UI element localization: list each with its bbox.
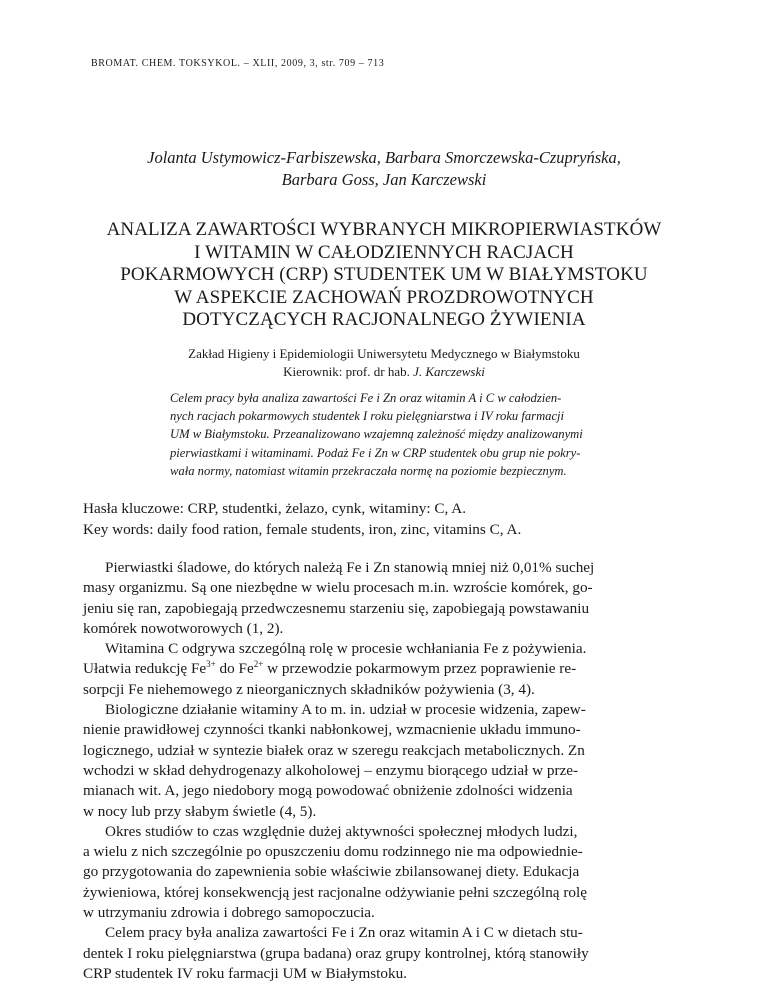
- body-line: wchodzi w skład dehydrogenazy alkoholowej – enzymu biorącego udział w prze-: [83, 761, 579, 779]
- abstract-line: wała normy, natomiast witamin przekraczała normę na poziomie bezpiecznym.: [170, 463, 567, 478]
- ion-charge-superscript: 3+: [206, 659, 216, 670]
- body-line: Biologiczne działanie witaminy A to m. in. udział w procesie widzenia, zapew-: [105, 701, 586, 719]
- body-line: logicznego, udział w syntezie białek oraz w szeregu reakcjach metabolicznych. Zn: [83, 741, 585, 759]
- body-line: komórek nowotworowych (1, 2).: [83, 619, 284, 637]
- body-line: w nocy lub przy słabym świetle (4, 5).: [83, 802, 317, 820]
- body-line: sorpcji Fe niehemowego z nieorganicznych składników pożywienia (3, 4).: [83, 680, 535, 698]
- text-run: do Fe: [215, 660, 254, 678]
- title-line: POKARMOWYCH (CRP) STUDENTEK UM W BIAŁYMSTOKU: [120, 264, 648, 286]
- body-line: żywieniowa, której konsekwencją jest racjonalne odżywianie pełni szczególną rolę: [83, 883, 587, 901]
- keywords-polish: Hasła kluczowe: CRP, studentki, żelazo, cynk, witaminy: C, A.: [83, 500, 467, 517]
- title-line: W ASPEKCIE ZACHOWAŃ PROZDROWOTNYCH: [174, 286, 594, 308]
- body-line: Witamina C odgrywa szczególną rolę w procesie wchłaniania Fe z pożywienia.: [105, 640, 587, 658]
- paragraph-1: [83, 558, 689, 639]
- text-run: Ułatwia redukcję Fe: [83, 660, 207, 678]
- abstract-line: UM w Białymstoku. Przeanalizowano wzajemną zależność między analizowanymi: [170, 427, 583, 442]
- body-line: a wielu z nich szczególnie po opuszczeniu domu rodzinnego nie ma odpowiednie-: [83, 843, 583, 861]
- body-text: [83, 558, 689, 984]
- body-line: masy organizmu. Są one niezbędne w wielu procesach m.in. wzroście komórek, go-: [83, 579, 593, 597]
- keywords: [83, 499, 521, 540]
- text-run: w przewodzie pokarmowym przez poprawienie re-: [263, 660, 577, 678]
- running-head: BROMAT. CHEM. TOKSYKOL. – XLII, 2009, 3, str. 709 – 713: [91, 58, 385, 69]
- authors-line-1: Jolanta Ustymowicz-Farbiszewska, Barbara Smorczewska-Czupryńska,: [147, 148, 621, 167]
- body-line: dentek I roku pielęgniarstwa (grupa badana) oraz grupy kontrolnej, którą stanowiły: [83, 944, 589, 962]
- title-line: I WITAMIN W CAŁODZIENNYCH RACJACH: [194, 241, 574, 263]
- keywords-english: Key words: daily food ration, female students, iron, zinc, vitamins C, A.: [83, 520, 522, 538]
- body-line: w utrzymaniu zdrowia i dobrego samopoczucia.: [83, 904, 375, 922]
- paragraph-2: [83, 639, 689, 700]
- abstract-line: pierwiastkami i witaminami. Podaż Fe i Zn w CRP studentek obu grup nie pokry-: [170, 445, 581, 460]
- department-head: [60, 363, 708, 381]
- body-line: Okres studiów to czas względnie dużej aktywności społecznej młodych ludzi,: [105, 822, 578, 840]
- department-name: Zakład Higieny i Epidemiologii Uniwersytetu Medycznego w Białymstoku: [188, 346, 580, 361]
- department-head-name: J. Karczewski: [413, 363, 485, 379]
- article-title: [60, 219, 708, 332]
- abstract-line: nych racjach pokarmowych studentek I roku pielęgniarstwa i IV roku farmacji: [170, 409, 565, 424]
- affiliation: [60, 345, 708, 380]
- paragraph-4: [83, 822, 689, 923]
- ion-charge-superscript: 2+: [253, 659, 264, 670]
- department-head-prefix: Kierownik: prof. dr hab.: [283, 363, 414, 379]
- authors-line-2: Barbara Goss, Jan Karczewski: [281, 170, 487, 189]
- body-line: Celem pracy była analiza zawartości Fe i Zn oraz witamin A i C w dietach stu-: [105, 924, 583, 942]
- body-line: nienie prawidłowej czynności tkanki nabłonkowej, wzmacnienie układu immuno-: [83, 721, 581, 739]
- body-line-with-superscripts: [83, 659, 689, 679]
- body-line: go przygotowania do zapewnienia sobie właściwie zbilansowanej diety. Edukacja: [83, 863, 580, 881]
- body-line: jeniu się ran, zapobiegają przedwczesnemu starzeniu się, zapobiegają powstawaniu: [83, 599, 590, 617]
- title-line: DOTYCZĄCYCH RACJONALNEGO ŻYWIENIA: [182, 309, 586, 331]
- title-line: ANALIZA ZAWARTOŚCI WYBRANYCH MIKROPIERWIASTKÓW: [106, 219, 662, 240]
- body-line: mianach wit. A, jego niedobory mogą powodować obniżenie zdolności widzenia: [83, 782, 573, 800]
- abstract: [170, 389, 667, 480]
- body-line: Pierwiastki śladowe, do których należą Fe i Zn stanowią mniej niż 0,01% suchej: [105, 559, 595, 576]
- abstract-line: Celem pracy była analiza zawartości Fe i Zn oraz witamin A i C w całodzien-: [170, 391, 562, 405]
- authors: [60, 147, 708, 191]
- body-line: CRP studentek IV roku farmacji UM w Białymstoku.: [83, 964, 407, 982]
- paragraph-5: [83, 923, 689, 984]
- paragraph-3: [83, 700, 689, 822]
